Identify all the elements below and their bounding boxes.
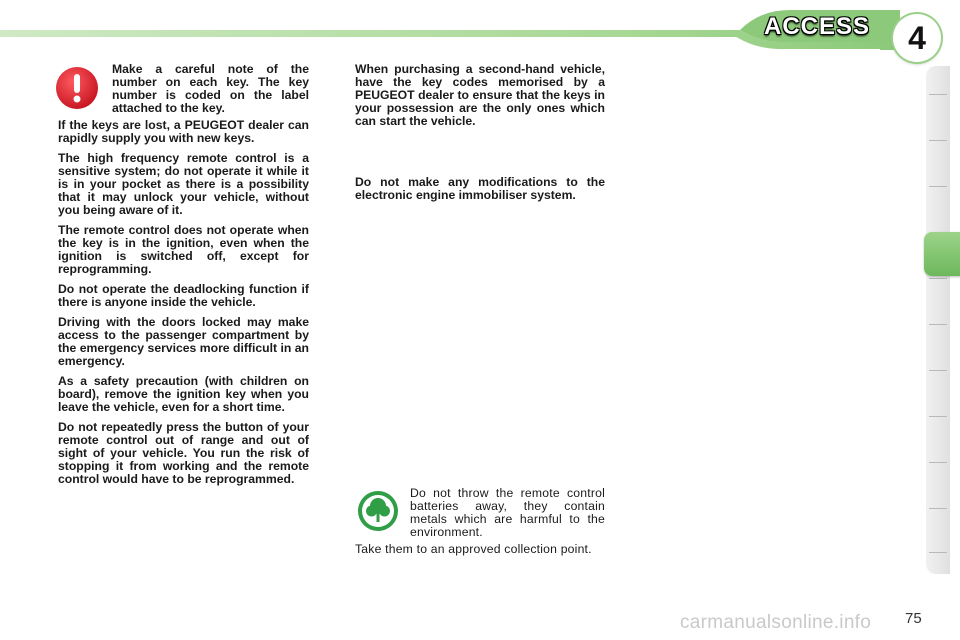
- paragraph-deadlocking: Do not operate the deadlocking function if there is anyone inside the vehicle.: [58, 282, 309, 309]
- tree-icon: [357, 490, 399, 532]
- warning-note: Make a careful note of the number on each key. The key number is coded on the label attached to the key.: [112, 62, 309, 115]
- warning-note-block: [112, 63, 309, 122]
- tab-divider: [929, 278, 947, 279]
- paragraph-repeated-press: Do not repeatedly press the button of your remote control out of range and out of sight of your vehicle. You run the risk of stopping it from working and the remote control would have to be reprogrammed.: [58, 420, 309, 486]
- tab-divider: [929, 416, 947, 417]
- tab-divider: [929, 186, 947, 187]
- paragraph-lost-keys: If the keys are lost, a PEUGEOT dealer can rapidly supply you with new keys.: [58, 118, 309, 145]
- paragraph-immobiliser: Do not make any modifications to the electronic engine immobiliser system.: [355, 175, 605, 202]
- tab-divider: [929, 462, 947, 463]
- environment-note-2-block: [355, 543, 605, 563]
- watermark: carmanualsonline.info: [680, 612, 872, 633]
- right-column-top: [355, 63, 605, 135]
- environment-note-2: Take them to an approved collection point.: [355, 542, 592, 556]
- tab-divider: [929, 552, 947, 553]
- exclamation-circle-icon: [55, 66, 99, 110]
- tab-divider: [929, 508, 947, 509]
- page-number: 75: [905, 610, 922, 627]
- right-column-middle: [355, 176, 605, 209]
- chapter-number-badge: 4: [893, 14, 941, 62]
- tab-divider: [929, 370, 947, 371]
- chapter-tab-active[interactable]: [924, 232, 960, 276]
- chapter-title: ACCESS: [764, 13, 871, 40]
- environment-note: Do not throw the remote control batteries away, they contain metals which are harmful to the environment.: [410, 486, 605, 539]
- tab-divider: [929, 94, 947, 95]
- environment-note-block: [410, 487, 605, 546]
- paragraph-second-hand: When purchasing a second-hand vehicle, have the key codes memorised by a PEUGEOT dealer to ensure that the keys in your possession are the only ones which can start the vehicle.: [355, 62, 605, 128]
- paragraph-remote-sensitive: The high frequency remote control is a sensitive system; do not operate it while it is in your pocket as there is a possibility that it may unlock your vehicle, without you being aware of it.: [58, 151, 309, 217]
- tab-divider: [929, 324, 947, 325]
- paragraph-safety: As a safety precaution (with children on board), remove the ignition key when you leave the vehicle, even for a short time.: [58, 374, 309, 414]
- chapter-tabs-panel: [926, 66, 950, 574]
- paragraph-doors-locked: Driving with the doors locked may make access to the passenger compartment by the emergency services more difficult in an emergency.: [58, 315, 309, 368]
- paragraph-ignition: The remote control does not operate when the key is in the ignition, even when the ignition is switched off, except for reprogramming.: [58, 223, 309, 276]
- left-column: [58, 119, 309, 493]
- tab-divider: [929, 140, 947, 141]
